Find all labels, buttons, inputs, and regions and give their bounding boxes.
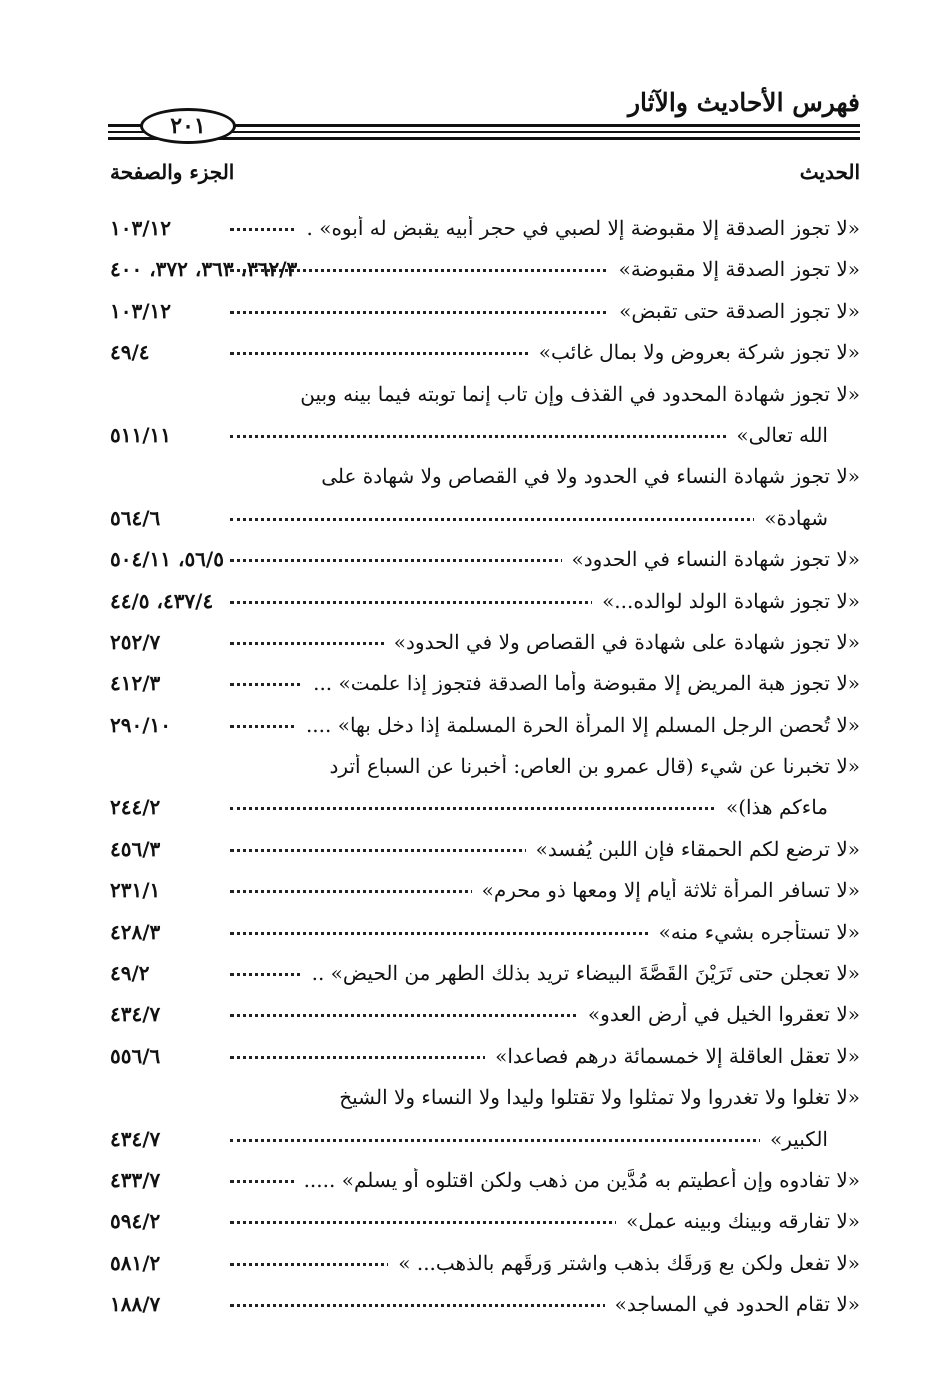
index-entry-line — [110, 791, 860, 832]
volume-page-reference: ٥٥٦/٦ — [110, 1043, 161, 1068]
hadith-text: «لا تفعل ولكن بع وَرِقَك بذهب واشتر وَرِقَهم بالذهب... » — [388, 1251, 860, 1275]
volume-page-reference: ٤٩/٢ — [110, 961, 150, 986]
hadith-text: «لا تعقروا الخيل في أرض العدو» — [578, 1002, 860, 1026]
index-entry-line — [110, 585, 860, 626]
index-entry-line — [110, 378, 860, 419]
hadith-text: الكبير» — [760, 1127, 828, 1151]
hadith-text: «لا تقام الحدود في المساجد» — [605, 1292, 860, 1316]
volume-page-reference: ٤٣٤/٧ — [110, 1126, 161, 1151]
volume-page-reference: ٤٣٣/٧ — [110, 1167, 161, 1192]
hadith-text: «لا تفارقه وبينك وبينه عمل» — [616, 1209, 860, 1233]
column-heading-volume-page: الجزء والصفحة — [110, 160, 235, 184]
hadith-text: ماءكم هذا)» — [716, 795, 828, 819]
index-entry-line — [110, 874, 860, 915]
index-entries — [110, 212, 860, 1330]
index-entry-line — [110, 626, 860, 667]
volume-page-reference: ٢٩٠/١٠ — [110, 712, 172, 737]
hadith-text: «لا تجوز الصدقة حتى تقبض» — [609, 299, 860, 323]
volume-page-reference: ١٠٣/١٢ — [110, 298, 172, 323]
index-entry-line — [110, 1205, 860, 1246]
index-entry-line — [110, 253, 860, 294]
volume-page-reference: ٤٣٤/٧ — [110, 1002, 161, 1027]
volume-page-reference: ٣٦٢/٣، ٣٦٣، ٣٧٢، ٤٠٠ — [110, 257, 298, 282]
volume-page-reference: ٢٤٤/٢ — [110, 795, 161, 820]
index-entry-line — [110, 502, 860, 543]
index-entry-line — [110, 1081, 860, 1122]
index-entry-line — [110, 833, 860, 874]
column-heading-hadith: الحديث — [799, 160, 860, 184]
hadith-text: «لا تعجلن حتى تَرَيْنَ القَصَّةَ البيضاء تريد بذلك الطهر من الحيض» .. — [302, 961, 860, 985]
index-entry-line — [110, 212, 860, 253]
volume-page-reference: ٥٨١/٢ — [110, 1250, 161, 1275]
hadith-text: «لا تسافر المرأة ثلاثة أيام إلا ومعها ذو محرم» — [472, 878, 860, 902]
hadith-text: «لا تُحصن الرجل المسلم إلا المرأة الحرة المسلمة إذا دخل بها» .... — [296, 713, 860, 737]
index-entry-line — [110, 419, 860, 460]
index-entry-line — [110, 460, 860, 501]
index-entry-line — [110, 667, 860, 708]
hadith-text: «لا تجوز الصدقة إلا مقبوضة إلا لصبي في حجر أبيه يقبض له أبوه» . — [297, 216, 861, 240]
hadith-text: «لا تجوز شهادة على شهادة في القصاص ولا في الحدود» — [384, 630, 860, 654]
hadith-text: «لا تجوز شهادة النساء في الحدود ولا في القصاص ولا شهادة على — [311, 464, 860, 488]
volume-page-reference: ٥٦/٥، ٥٠٤/١١ — [110, 547, 224, 572]
hadith-text: «لا تجوز شهادة النساء في الحدود» — [562, 547, 860, 571]
volume-page-reference: ٤١٢/٣ — [110, 671, 161, 696]
volume-page-reference: ٤٩/٤ — [110, 340, 150, 365]
index-entry-line — [110, 998, 860, 1039]
hadith-text: «لا تجوز الصدقة إلا مقبوضة» — [609, 257, 860, 281]
index-entry-line — [110, 709, 860, 750]
hadith-text: «لا تفادوه وإن أُعطيتم به مُدَّين من ذهب ولكن اقتلوه أو يسلم» ..... — [294, 1168, 860, 1192]
index-entry-line — [110, 750, 860, 791]
hadith-text: «لا تعقل العاقلة إلا خمسمائة درهم فصاعدا» — [485, 1044, 860, 1068]
hadith-text: «لا تغلوا ولا تغدروا ولا تمثلوا ولا تقتلوا وليدا ولا النساء ولا الشيخ — [329, 1085, 860, 1109]
hadith-text: «لا تجوز هبة المريض إلا مقبوضة وأما الصدقة فتجوز إذا علمت» ... — [303, 671, 860, 695]
index-entry-line — [110, 1040, 860, 1081]
index-entry-line — [110, 336, 860, 377]
hadith-text: شهادة» — [754, 506, 828, 530]
index-entry-line — [110, 1288, 860, 1329]
hadith-text: الله تعالى» — [726, 423, 828, 447]
index-entry-line — [110, 295, 860, 336]
hadith-text: «لا تجوز شهادة المحدود في القذف وإن تاب إنما توبته فيما بينه وبين — [290, 382, 860, 406]
hadith-text: «لا ترضع لكم الحمقاء فإن اللبن يُفسد» — [526, 837, 860, 861]
index-entry-line — [110, 1123, 860, 1164]
volume-page-reference: ٥١١/١١ — [110, 422, 172, 447]
hadith-text: «لا تجوز شهادة الولد لوالده...» — [592, 589, 860, 613]
volume-page-reference: ١٠٣/١٢ — [110, 216, 172, 240]
volume-page-reference: ٤٢٨/٣ — [110, 919, 161, 944]
volume-page-reference: ٤٣٧/٤، ٤٤/٥ — [110, 588, 214, 613]
hadith-text: «لا تستأجره بشيء منه» — [649, 920, 860, 944]
index-entry-line — [110, 957, 860, 998]
index-entry-line — [110, 543, 860, 584]
volume-page-reference: ٥٦٤/٦ — [110, 505, 161, 530]
volume-page-reference: ١٨٨/٧ — [110, 1292, 161, 1317]
index-entry-line — [110, 1247, 860, 1288]
index-entry-line — [110, 1164, 860, 1205]
hadith-text: «لا تجوز شركة بعروض ولا بمال غائب» — [529, 340, 860, 364]
volume-page-reference: ٤٥٦/٣ — [110, 836, 161, 861]
page-header-title: فهرس الأحاديث والآثار — [627, 88, 860, 117]
index-entry-line — [110, 916, 860, 957]
page-number-badge: ٢٠١ — [140, 108, 236, 144]
hadith-text: «لا تخبرنا عن شيء (قال عمرو بن العاص: أخبرنا عن السباع أترد — [320, 754, 860, 778]
volume-page-reference: ٢٣١/١ — [110, 878, 161, 903]
volume-page-reference: ٢٥٢/٧ — [110, 629, 161, 654]
volume-page-reference: ٥٩٤/٢ — [110, 1209, 161, 1234]
